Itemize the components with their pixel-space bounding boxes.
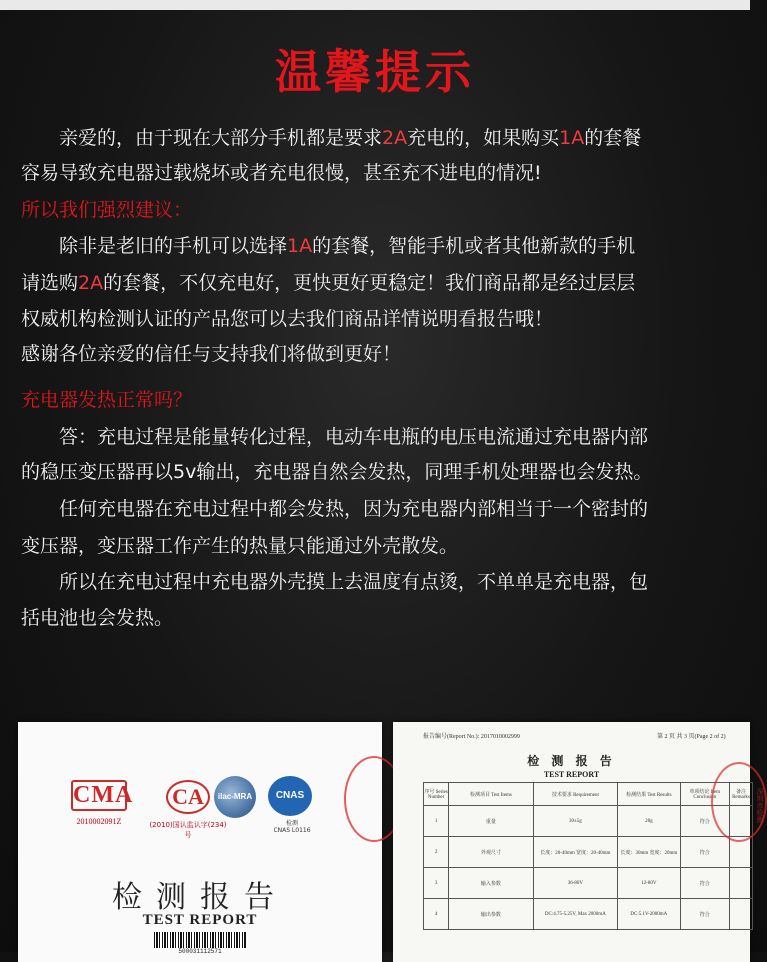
report-title-cn: 检测报告 xyxy=(112,880,288,915)
table-row: 4 输出参数 DC:4.75-5.25V, Max 2000mA DC:5.1V-2000mA 符合 xyxy=(424,899,753,930)
para2-line1: 除非是老旧的手机可以选择1A的套餐，智能手机或者其他新款的手机 xyxy=(21,235,636,257)
highlight-1a: 1A xyxy=(287,235,313,257)
highlight-1a: 1A xyxy=(559,127,585,149)
para1-line1: 亲爱的，由于现在大部分手机都是要求2A充电的，如果购买1A的套餐 xyxy=(21,127,642,149)
barcode xyxy=(154,932,246,948)
top-strip xyxy=(0,0,750,10)
report-number: 报告编号(Report No.): 2017010002999 xyxy=(423,734,520,740)
table-row: 2 外观尺寸 长度：20-40mm 宽度：20-40mm 长度：30mm 宽度：20mm 符合 xyxy=(424,837,753,868)
table-header-row: 序号 Series Number 检测项目 Test Items 技术要求 Requirement 检测结果 Test Results 单项结论 Item Conclusion 备注 Remarks xyxy=(424,783,753,806)
heat-heading: 充电器发热正常吗？ xyxy=(21,389,193,411)
red-seal-stamp: 深圳市检测 xyxy=(711,762,767,842)
report-table-image xyxy=(393,722,764,962)
para3-line2: 的稳压变压器再以5v输出，充电器自然会发热，同理手机处理器也会发热。 xyxy=(21,461,653,483)
page-title: 温馨提示 xyxy=(275,45,475,99)
ca-logo: CA (2010)国认监认字(234)号 xyxy=(148,780,228,840)
para2-line2: 请选购2A的套餐，不仅充电好，更快更好更稳定！我们商品都是经过层层 xyxy=(21,272,636,294)
report-title-en: TEST REPORT xyxy=(142,912,258,928)
table-row: 1 重量 30±5g 28g 符合 xyxy=(424,806,753,837)
certification-logos xyxy=(18,780,382,860)
cnas-logo: CNAS 检测 CNAS L0116 xyxy=(268,776,316,834)
cma-logo: CMA 2010002091Z xyxy=(73,782,134,826)
ilac-mra-logo: ilac-MRA xyxy=(214,776,260,818)
report-cover-image xyxy=(18,722,382,962)
para3-line1: 答：充电过程是能量转化过程，电动车电瓶的电压电流通过充电器内部 xyxy=(21,426,649,448)
para3-line4: 变压器，变压器工作产生的热量只能通过外壳散发。 xyxy=(21,535,459,557)
para2-line4: 感谢各位亲爱的信任与支持我们将做到更好！ xyxy=(21,343,402,365)
page-indicator: 第 2 页 共 3 页(Page 2 of 2) xyxy=(657,734,726,740)
para1-line2: 容易导致充电器过载烧坏或者充电很慢，甚至充不进电的情况! xyxy=(21,162,542,184)
barcode-number: 500031112571 xyxy=(178,948,222,955)
highlight-2a: 2A xyxy=(382,127,408,149)
para3-line3: 任何充电器在充电过程中都会发热，因为充电器内部相当于一个密封的 xyxy=(21,498,649,520)
para2-line3: 权威机构检测认证的产品您可以去我们商品详情说明看报告哦！ xyxy=(21,308,554,330)
test-results-table xyxy=(423,782,753,930)
suggest-heading: 所以我们强烈建议： xyxy=(21,199,193,221)
para3-line5: 所以在充电过程中充电器外壳摸上去温度有点烫，不单单是充电器，包 xyxy=(21,571,649,593)
para3-line6: 括电池也会发热。 xyxy=(21,607,174,629)
highlight-2a: 2A xyxy=(78,272,104,294)
table-row: 3 输入参数 36-80V 12-80V 符合 xyxy=(424,868,753,899)
report-title-en: TEST REPORT xyxy=(543,770,600,779)
report-title-cn: 检 测 报 告 xyxy=(527,754,616,768)
